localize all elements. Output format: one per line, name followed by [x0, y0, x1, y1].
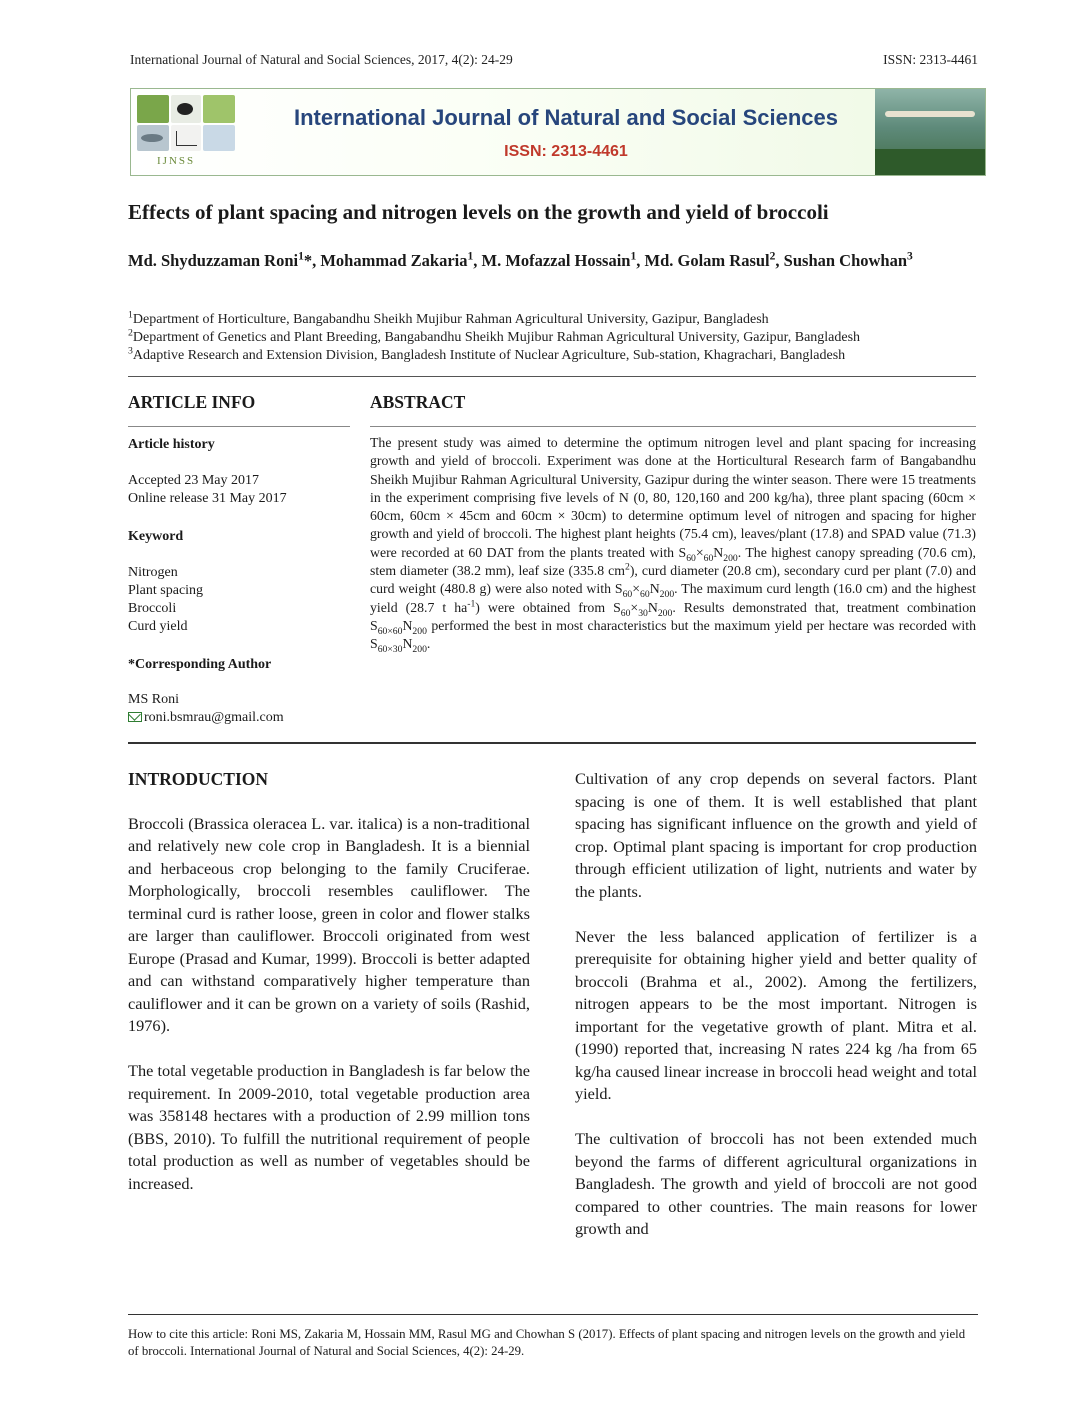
divider — [128, 426, 350, 427]
affiliation-list — [128, 311, 988, 365]
keyword: Curd yield — [128, 619, 188, 634]
banner-title: International Journal of Natural and Social Sciences — [293, 105, 839, 130]
author-name: Mohammad Zakaria — [320, 251, 468, 270]
banner-lab-image — [203, 125, 235, 151]
affiliation: $^2$Department of Genetics and Plant Breeding, Bangabandhu Sheikh Mujibur Rahman Agricultural University, Gazipur, Bangladesh — [128, 327, 861, 345]
keyword-list — [128, 564, 203, 636]
article-info-heading: ARTICLE INFO — [128, 392, 256, 412]
corresponding-author-email[interactable]: roni.bsmrau@gmail.com — [128, 709, 284, 727]
affiliation: $^3$Adaptive Research and Extension Division, Bangladesh Institute of Nuclear Agriculture, Sub-station, Khagrachari, Bangladesh — [128, 345, 846, 363]
corresponding-author-heading: *Corresponding Author — [128, 657, 272, 672]
author-name: Sushan Chowhan — [783, 251, 908, 270]
banner-issn: ISSN: 2313-4461 — [504, 143, 628, 160]
banner-chart-image — [171, 125, 201, 151]
keyword: Broccoli — [128, 601, 177, 616]
banner-animal-image — [171, 95, 201, 123]
author-name: Md. Golam Rasul — [644, 251, 770, 270]
divider — [128, 376, 976, 377]
affiliation: $^1$Department of Horticulture, Bangabandhu Sheikh Mujibur Rahman Agricultural University, Gazipur, Bangladesh — [128, 309, 769, 327]
banner-logo-text: IJNSS — [157, 155, 196, 167]
body-right-column — [575, 768, 977, 1263]
paragraph: Never the less balanced application of fertilizer is a prerequisite for obtaining higher yield and better quality of broccoli (Brahma et al., 2002). Among the fertilizers, nitrogen appears to be the most important. Nitrogen is important for the vegetative growth of plant. Mitra et al. (1990) reported that, increasing N rates 224 kg /ha from 65 kg/ha caused linear increase in broccoli head weight and total yield. — [575, 926, 977, 1103]
journal-banner — [130, 88, 986, 176]
banner-fish-image — [137, 125, 169, 151]
banner-leaf-image — [203, 95, 235, 123]
body-left-column — [128, 768, 530, 1218]
accepted-date: Accepted 23 May 2017 — [128, 473, 260, 488]
abstract-heading: ABSTRACT — [370, 392, 466, 412]
author-name: Md. Shyduzzaman Roni — [128, 251, 299, 270]
paragraph: The total vegetable production in Bangladesh is far below the requirement. In 2009-2010, total vegetable production area was 358148 hectares with a production of 2.99 million tons (BBS, 2010). To fulfill the nutritional requirement of people total production as well as number of vegetables should be increased. — [128, 1061, 530, 1193]
running-header-issn: ISSN: 2313-4461 — [883, 52, 978, 67]
mail-icon — [128, 712, 142, 722]
introduction-heading: INTRODUCTION — [128, 769, 269, 789]
article-history-heading: Article history — [128, 437, 215, 452]
abstract-text: The present study was aimed to determine the optimum nitrogen level and plant spacing for increasing growth and yield of broccoli. Experiment was done at the Horticultural Research farm of Bangabandhu Sheikh Mujibur Rahman Agricultural University, Gazipur during the winter season. There were 15 treatments in the experiment comprising five levels of N (0, 80, 120,160 and 200 kg/ha), three plant spacing (60cm × 60cm, 60cm × 45cm and 60cm × 30cm) to determine optimum level of nitrogen and spacing for higher growth and yield of broccoli. The highest plant heights (75.4 cm), leaves/plant (17.8) and SPAD value (71.3) were recorded at 60 DAT from the plants treated with $S_{60}\times_{60}N_{200}$. The highest canopy spreading (70.6 cm), stem diameter (38.2 mm), leaf size (335.8 $cm^2$), curd diameter (20.8 cm), secondary curd per plant (7.0) and curd weight (480.8 g) were also noted with $S_{60}\times_{60}N_{200}$. The maximum curd length (16.0 cm) and the highest yield (28.7 t $ha^{-1}$) were obtained from $S_{60}\times_{30}N_{200}$. Results demonstrated that, treatment combination $S_{60\times 60}N_{200}$ performed the best in most characteristics but the maximum yield per hectare was recorded with $S_{60\times 30}N_{200}$. — [370, 435, 977, 656]
divider — [370, 426, 976, 427]
paragraph: The cultivation of broccoli has not been extended much beyond the farms of different agricultural organizations in Bangladesh. The growth and yield of broccoli are not good compared to other countries. The main reasons for lower growth and — [575, 1129, 977, 1238]
citation-footer: How to cite this article: Roni MS, Zakaria M, Hossain MM, Rasul MG and Chowhan S (2017). Effects of plant spacing and nitrogen levels on the growth and yield of broccoli. International Journal of Natural and Social Sciences, 4(2): 24-29. — [128, 1327, 966, 1358]
divider — [128, 1314, 978, 1315]
keyword-heading: Keyword — [128, 529, 184, 544]
keyword: Plant spacing — [128, 583, 204, 598]
banner-plant-image — [137, 95, 169, 123]
paragraph: Broccoli (Brassica oleracea L. var. italica) is a non-traditional and relatively new cole crop in Bangladesh. It is a biennial and herbaceous crop belonging to the family Cruciferae. Morphologically, broccoli resembles cauliflower. The terminal curd is rather loose, green in color and flower stalks are larger than cauliflower. Broccoli originated from west Europe (Prasad and Kumar, 1999). Broccoli is better adapted and can withstand comparatively higher temperature than cauliflower and it can be grown on a variety of soils (Rashid, 1976). — [128, 813, 530, 1035]
article-title: Effects of plant spacing and nitrogen levels on the growth and yield of broccoli — [128, 200, 829, 224]
paragraph: Cultivation of any crop depends on several factors. Plant spacing is one of them. It is well established that plant spacing has significant influence on the growth and yield of crop. Optimal plant spacing is important for crop production through efficient utilization of light, nutrients and water by the plants. — [575, 769, 977, 901]
running-header-journal: International Journal of Natural and Social Sciences, 2017, 4(2): 24-29 — [130, 52, 513, 67]
corresponding-author-name: MS Roni — [128, 692, 179, 707]
online-date: Online release 31 May 2017 — [128, 491, 287, 506]
author-list: Md. Shyduzzaman Roni$^1$*, Mohammad Zakaria$^1$, M. Mofazzal Hossain$^1$, Md. Golam Rasul$^2$, Sushan Chowhan$^3$ — [128, 250, 913, 270]
banner-landscape-image — [875, 89, 985, 175]
author-name: M. Mofazzal Hossain — [481, 251, 631, 270]
keyword: Nitrogen — [128, 565, 178, 580]
divider — [128, 742, 976, 744]
